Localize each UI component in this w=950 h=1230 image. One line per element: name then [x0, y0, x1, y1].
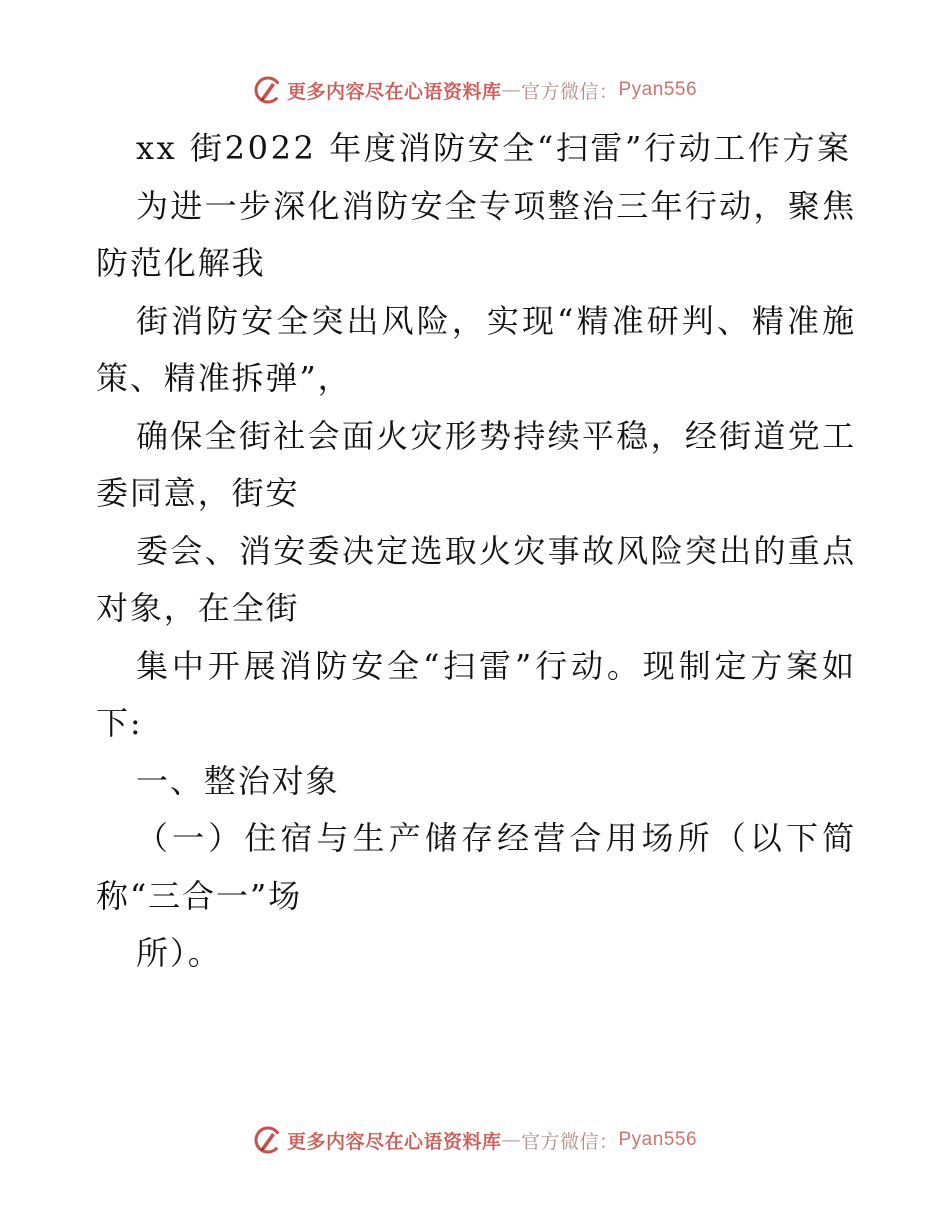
paragraph: 为进一步深化消防安全专项整治三年行动，聚焦防范化解我 — [96, 186, 856, 282]
watermark-separator: — — [501, 1129, 521, 1151]
footer-watermark — [0, 1122, 950, 1158]
paragraph: 委会、消安委决定选取火灾事故风险突出的重点对象，在全街 — [96, 531, 856, 627]
watermark-contact-id: Pyan556 — [618, 1129, 698, 1150]
watermark-site-text: 更多内容尽在心语资料库 — [286, 80, 502, 103]
paragraph: 所）。 — [136, 934, 222, 972]
document-body — [96, 120, 856, 983]
paragraph: 集中开展消防安全“扫雷”行动。现制定方案如下: — [96, 646, 856, 742]
pen-logo-icon — [253, 1125, 283, 1155]
section-heading: 一、整治对象 — [136, 761, 340, 800]
paragraph: 街消防安全突出风险，实现“精准研判、精准施策、精准拆弹”， — [96, 301, 856, 397]
watermark-separator: — — [501, 79, 521, 101]
header-watermark — [0, 72, 950, 108]
watermark-contact-id: Pyan556 — [618, 79, 698, 100]
paragraph: 确保全街社会面火灾形势持续平稳，经街道党工委同意，街安 — [96, 416, 856, 512]
watermark-contact-label: 官方微信： — [520, 80, 619, 103]
document-title: xx 街2022 年度消防安全“扫雷”行动工作方案 — [136, 129, 852, 167]
watermark-site-text: 更多内容尽在心语资料库 — [286, 1130, 502, 1153]
paragraph: （一）住宿与生产储存经营合用场所（以下简称“三合一”场 — [96, 819, 856, 915]
pen-logo-icon — [253, 75, 283, 105]
watermark-contact-label: 官方微信： — [520, 1130, 619, 1153]
